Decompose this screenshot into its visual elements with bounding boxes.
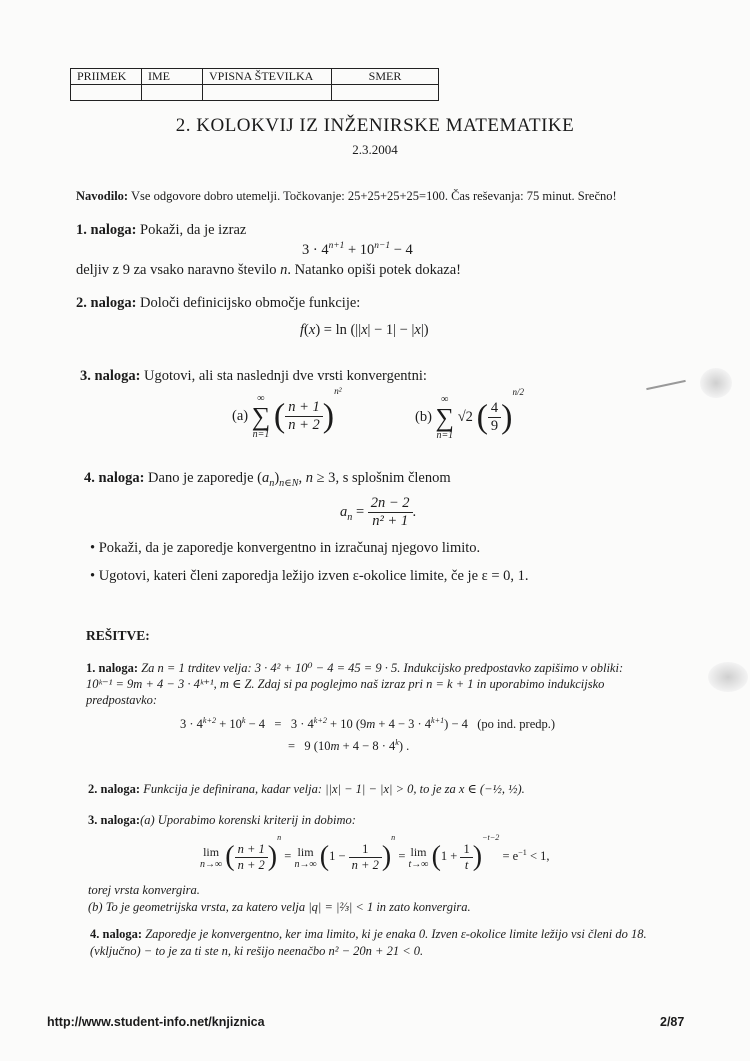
header-cell-id: VPISNA ŠTEVILKA (203, 69, 332, 85)
task-1-end: . Natanko opiši potek dokaza! (287, 262, 461, 278)
solution-1-line2: 10ᵏ⁻¹ = 9m + 4 − 3 · 4ᵏ⁺¹, m ∈ Z. Zdaj si pa poglejmo naš izraz pri n = k + 1 in uporabimo indukcijsko (86, 677, 605, 691)
instructions-label: Navodilo: (76, 189, 129, 203)
task-1-cont: deljiv z 9 za vsako naravno število (76, 262, 277, 278)
task-2-text: Določi definicijsko območje funkcije: (140, 295, 361, 311)
solution-2 (88, 781, 525, 797)
solution-3-after (88, 882, 471, 916)
solution-1-derivation: $3 \cdot 4^{k+2} + 10^k - 4 = 3 \cdot 4^{k+2} + 10$ $(9m + 4 - 3 \cdot 4^{k+1}) - 4$ (po ind. predp.) = 9 $(10m + 4 - 8 \cdot 4^k)$ . (180, 715, 556, 753)
instructions (76, 189, 696, 204)
solution-1-line3: predpostavko: (86, 693, 158, 707)
task-4-text-b: , s splošnim členom (335, 470, 451, 486)
task-4-label: 4. naloga: (84, 470, 145, 486)
task-4-formula: $a_n$ = $\frac{2n - 2}{\text{n² + 1}}$ . (340, 495, 417, 529)
task-1-intro (76, 222, 246, 239)
solution-1-note: (po ind. predp.) (477, 717, 556, 731)
header-cell-major: SMER (332, 69, 439, 85)
header-cell-name: IME (142, 69, 203, 85)
solution-4-line1: Zaporedje je konvergentno, ker ima limito, ki je enaka 0. Izven ε-okolice limite ležijo vsi členi do 18. (145, 927, 647, 941)
header-blank-cell (203, 85, 332, 101)
task-1-formula: $3 \cdot 4^{n+1} + 10^{n-1} - 4$ (302, 241, 413, 258)
header-blank-cell (332, 85, 439, 101)
solution-3-label: 3. naloga: (88, 813, 141, 827)
header-blank-cell (142, 85, 203, 101)
header-blank-cell (71, 85, 142, 101)
series-a: (a) ∞ ∑ n=1 ( $\frac{n + 1}{n + 2}$ )$^{n^2}$ (232, 387, 342, 440)
task-4-bullet-2: • Ugotovi, kateri členi zaporedja ležijo izven ε-okolice limite, če je ε = 0, 1. (90, 568, 529, 584)
task-2-intro (76, 295, 360, 312)
solution-2-label: 2. naloga: (88, 782, 141, 796)
solution-1-label: 1. naloga: (86, 661, 139, 675)
solution-3-text: (a) Uporabimo korenski kriterij in dobimo: (140, 813, 356, 827)
page-title: 2. KOLOKVIJ IZ INŽENIRSKE MATEMATIKE (175, 115, 575, 136)
solution-3-after2: (b) To je geometrijska vrsta, za katero velja |q| = |⅔| < 1 in zato konvergira. (88, 900, 471, 914)
solution-3-intro (88, 813, 356, 828)
solution-2-text: Funkcija je definirana, kadar velja: ||x| − 1| − |x| > 0, to je za x ∈ (−½, ½). (143, 782, 525, 796)
solution-4-label: 4. naloga: (90, 927, 143, 941)
task-3-intro (80, 368, 427, 385)
solution-4 (90, 926, 710, 960)
footer-url[interactable]: http://www.student-info.net/knjiznica (47, 1015, 265, 1029)
task-3-text: Ugotovi, ali sta naslednji dve vrsti konvergentni: (144, 368, 427, 384)
series-b: (b) ∞ ∑ n=1 √2 ( $\frac{4}{9}$ )$^{n/2}$ (415, 387, 524, 441)
instructions-text: Vse odgovore dobro utemelji. Točkovanje: 25+25+25+25=100. Čas reševanja: 75 minut. Srečno! (131, 189, 617, 203)
student-info-table (70, 68, 439, 101)
task-1-text: Pokaži, da je izraz (140, 222, 247, 238)
task-2-formula: f(x) = ln (||x| − 1| − |x|) (300, 322, 429, 338)
solution-4-line2: (vključno) − to je za ti ste n, ki rešijo neenačbo n² − 20n + 21 < 0. (90, 944, 424, 958)
task-4-bullet-1: • Pokaži, da je zaporedje konvergentno in izračunaj njegovo limito. (90, 540, 481, 556)
solution-1 (86, 660, 706, 708)
task-1-var: n (280, 262, 288, 278)
task-1-label: 1. naloga: (76, 222, 137, 238)
task-3-label: 3. naloga: (80, 368, 141, 384)
scan-mark (646, 380, 686, 390)
solution-1-line1: Za n = 1 trditev velja: 3 · 4² + 10⁰ − 4 = 45 = 9 · 5. Indukcijsko predpostavko zapišimo v obliki: (141, 661, 624, 675)
solutions-heading: REŠITVE: (86, 628, 150, 643)
scan-smudge (700, 368, 732, 398)
scan-smudge (708, 662, 748, 692)
solution-3-limit: lim n→∞ ( $\frac{n + 1}{n + 2}$ )$^n$ = lim n→∞ (1 − $\frac{1}{n + 2}$ )$^n$ = lim t→∞ (1 + $\frac{1}{t}$ )$^{-t-2} = e^{-1} < 1$, (200, 833, 550, 873)
task-4-intro: 4. naloga: Dano je zaporedje $(a_n)_{n\in N}$, n ≥ 3, s splošnim členom (84, 470, 451, 489)
task-4-text-a: Dano je zaporedje (148, 470, 254, 486)
header-cell-surname: PRIIMEK (71, 69, 142, 85)
task-1-continuation (76, 262, 461, 279)
exam-date: 2.3.2004 (352, 142, 398, 157)
task-2-label: 2. naloga: (76, 295, 137, 311)
solution-3-after1: torej vrsta konvergira. (88, 883, 200, 897)
footer-page-number: 2/87 (660, 1015, 685, 1029)
